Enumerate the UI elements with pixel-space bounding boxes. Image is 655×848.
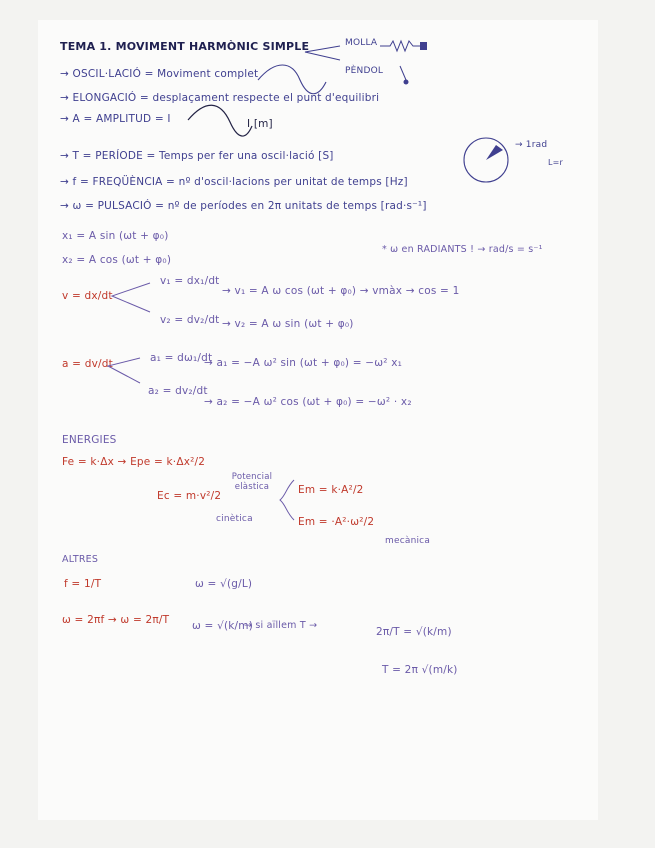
energy-kinetic: Ec = m·v²/2 bbox=[157, 490, 222, 502]
energy-kinetic-label: cinètica bbox=[216, 514, 253, 524]
frequency-formula: f = 1/T bbox=[64, 578, 102, 590]
def-frequencia: → f = FREQÜÈNCIA = nº d'oscil·lacions per unitat de temps [Hz] bbox=[60, 176, 408, 188]
energy-elastic: Fe = k·Δx → Epe = k·Δx²/2 bbox=[62, 456, 206, 468]
title-fork-arrow bbox=[305, 46, 340, 60]
def-amplitud: → A = AMPLITUD = I bbox=[60, 113, 171, 125]
velocity-v2-def: v₂ = dv₂/dt bbox=[160, 314, 220, 326]
page-title: TEMA 1. MOVIMENT HARMÒNIC SIMPLE bbox=[60, 40, 310, 53]
velocity-v1-def: v₁ = dx₁/dt bbox=[160, 275, 220, 287]
velocity-v2: → v₂ = A ω sin (ωt + φ₀) bbox=[222, 318, 354, 330]
period-formula: T = 2π √(m/k) bbox=[382, 664, 458, 676]
energy-potential-label: Potencial elàstica bbox=[231, 472, 273, 492]
radians-note: * ω en RADIANTS ! → rad/s = s⁻¹ bbox=[382, 244, 543, 255]
position-x2: x₂ = A cos (ωt + φ₀) bbox=[62, 254, 172, 266]
molla-label: MOLLA bbox=[345, 38, 378, 48]
velocity-v1: → v₁ = A ω cos (ωt + φ₀) → vmàx → cos = 1 bbox=[222, 285, 460, 297]
velocity-definition: v = dx/dt bbox=[62, 290, 113, 302]
acceleration-definition: a = dv/dt bbox=[62, 358, 113, 370]
radian-sector-icon bbox=[486, 145, 503, 160]
pendulum-bob-icon bbox=[404, 80, 409, 85]
pulsation-formula: ω = 2πf → ω = 2π/T bbox=[62, 614, 170, 626]
pendulum-string-icon bbox=[400, 66, 406, 80]
def-elongacio: → ELONGACIÓ = desplaçament respecte el punt d'equilibri bbox=[60, 92, 380, 104]
acceleration-a2-def: a₂ = dv₂/dt bbox=[148, 385, 208, 397]
acceleration-fork bbox=[108, 358, 140, 383]
pendol-label: PÈNDOL bbox=[345, 66, 384, 76]
acceleration-a1-def: a₁ = dω₁/dt bbox=[150, 352, 213, 364]
isolate-period-note: → si aïllem T → bbox=[244, 620, 318, 631]
amplitud-unit: I [m] bbox=[247, 118, 273, 130]
oscillation-wave-icon bbox=[258, 65, 326, 94]
arc-length-label: L=r bbox=[548, 158, 564, 167]
energies-heading: ENERGIES bbox=[62, 434, 117, 446]
def-pulsacio: → ω = PULSACIÓ = nº de períodes en 2π unitats de temps [rad·s⁻¹] bbox=[60, 200, 427, 212]
spring-icon bbox=[380, 41, 420, 51]
def-oscillacio: → OSCIL·LACIÓ = Moviment complet bbox=[60, 68, 259, 80]
energy-mechanical-1: Em = k·A²/2 bbox=[298, 484, 364, 496]
pendulum-pulsation: ω = √(g/L) bbox=[195, 578, 253, 590]
rad-label: → 1rad bbox=[515, 140, 548, 150]
altres-heading: ALTRES bbox=[62, 554, 99, 565]
velocity-fork bbox=[112, 283, 150, 312]
energy-mechanical-label: mecànica bbox=[385, 536, 431, 546]
acceleration-a1: → a₁ = −A ω² sin (ωt + φ₀) = −ω² x₁ bbox=[204, 357, 403, 369]
spring-mass-icon bbox=[420, 42, 427, 50]
energy-mechanical-2: Em = ·A²·ω²/2 bbox=[298, 516, 375, 528]
period-equation: 2π/T = √(k/m) bbox=[376, 626, 452, 638]
energies-brace bbox=[280, 480, 294, 520]
amplitude-wave-icon bbox=[188, 105, 252, 136]
def-periode: → T = PERÍODE = Temps per fer una oscil·lació [S] bbox=[60, 150, 334, 162]
spring-pulsation: ω = √(k/m) bbox=[192, 620, 253, 632]
acceleration-a2: → a₂ = −A ω² cos (ωt + φ₀) = −ω² · x₂ bbox=[204, 396, 412, 408]
position-x1: x₁ = A sin (ωt + φ₀) bbox=[62, 230, 169, 242]
